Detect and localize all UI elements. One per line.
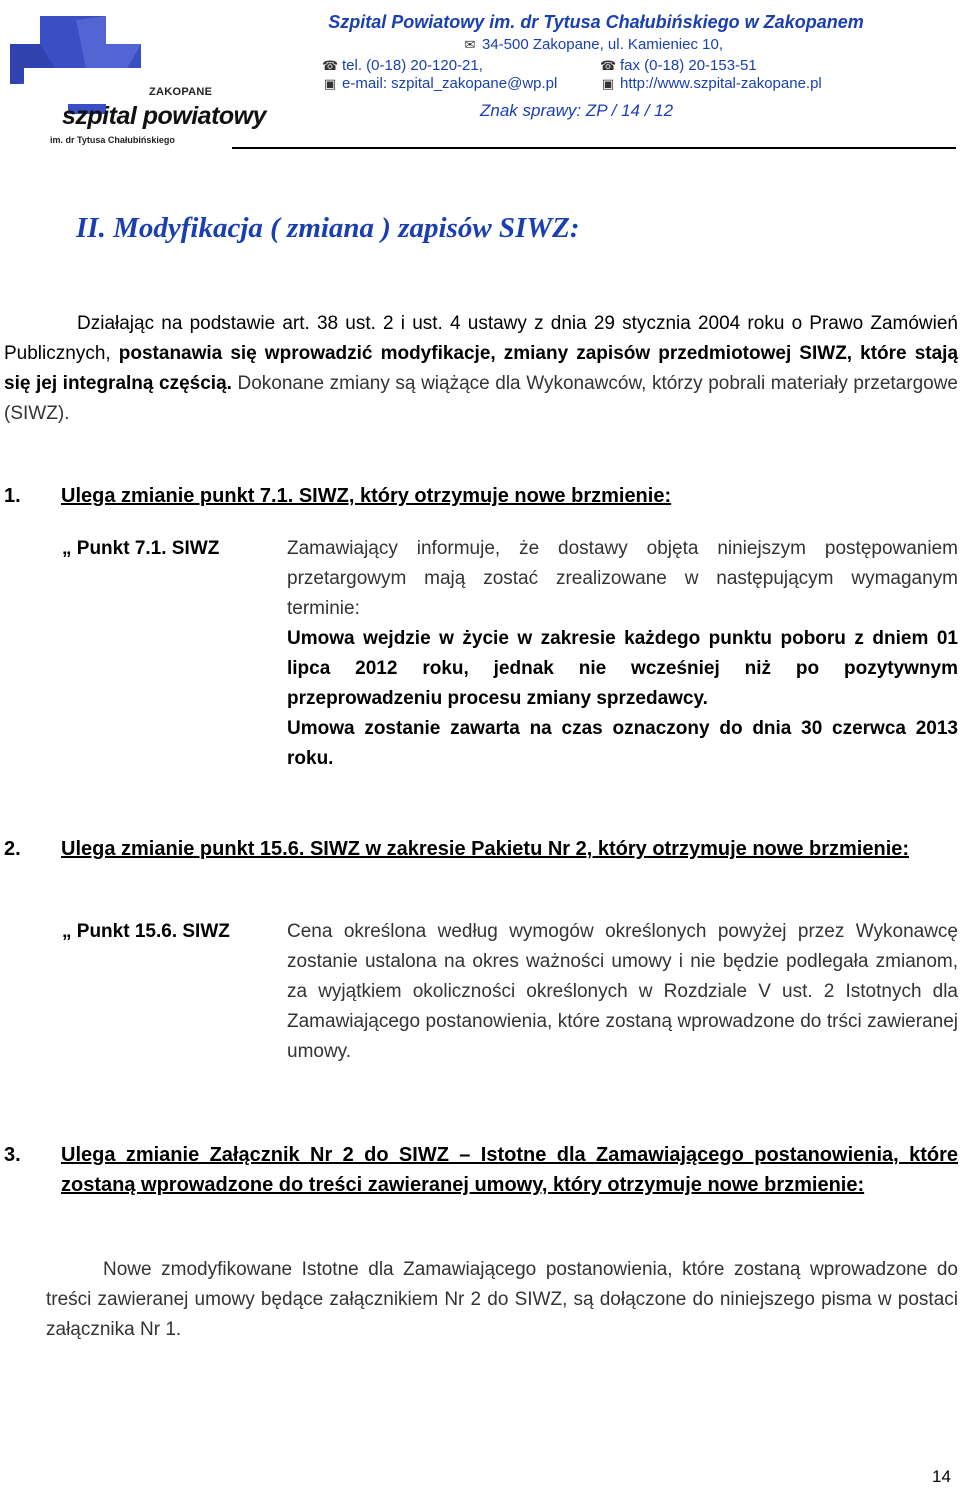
item-1-text-bold1: Umowa wejdzie w życie w zakresie każdego punktu poboru z dniem 01 lipca 2012 roku, jednak nie wcześniej niż po pozytywnym przeprowadzeniu procesu zmiany sprzedawcy. (287, 628, 958, 709)
address-line (462, 36, 723, 53)
intro-paragraph (4, 309, 958, 429)
section-title: II. Modyfikacja ( zmiana ) zapisów SIWZ: (76, 212, 580, 244)
item-1-heading (4, 481, 958, 511)
item-2-number: 2. (4, 838, 21, 860)
item-3-closing-paragraph (46, 1255, 958, 1345)
computer-icon: ▣ (323, 76, 337, 91)
intro-part2: postanawia się wprowadzić modyfikacje, zmiany zapisów przedmiotowej SIWZ, które stają się jej integralną częścią. (4, 343, 959, 394)
fax-text: fax (0-18) 20-153-51 (620, 57, 757, 74)
logo-brand: szpital powiatowy (62, 102, 267, 130)
case-number: Znak sprawy: ZP / 14 / 12 (480, 101, 674, 120)
envelope-icon: ✉ (464, 37, 476, 52)
computer-icon: ▣ (601, 76, 615, 91)
website-line (600, 75, 822, 92)
item-1-number: 1. (4, 485, 21, 507)
address-text: 34-500 Zakopane, ul. Kamieniec 10, (482, 36, 723, 53)
item-2-point-text (287, 917, 958, 1067)
item-1-text-normal: Zamawiający informuje, że dostawy objęta niniejszym postępowaniem przetargowym mają zostać zrealizowane w następującym wymaganym terminie: (287, 538, 958, 619)
item-2-text-normal: Cena określona według wymogów określonych powyżej przez Wykonawcę zostanie ustalona na okres ważności umowy i nie będzie podlegała zmianom, za wyjątkiem okoliczności określonych w Rozdziale V ust. 2 Istotnych dla Zamawiającego postanowienia, które zostaną wprowadzone do trści zawieranej umowy. (287, 921, 958, 1062)
page-number: 14 (932, 1467, 951, 1486)
item-1-point-text (287, 534, 958, 774)
logo-subtitle: im. dr Tytusa Chałubińskiego (50, 135, 175, 145)
email-link[interactable]: e-mail: szpital_zakopane@wp.pl (342, 75, 558, 92)
item-2-heading-text: Ulega zmianie punkt 15.6. SIWZ w zakresie Pakietu Nr 2, który otrzymuje nowe brzmienie: (61, 838, 910, 860)
intro-part3: Dokonane zmiany są wiążące dla Wykonawców, którzy pobrali materiały przetargowe (SIWZ). (4, 373, 958, 424)
header-divider (232, 147, 956, 149)
fax-icon: ☎ (600, 58, 617, 73)
hospital-name: Szpital Powiatowy im. dr Tytusa Chałubińskiego w Zakopanem (328, 12, 864, 32)
website-link[interactable]: http://www.szpital-zakopane.pl (620, 75, 822, 92)
item-3-heading (4, 1140, 958, 1200)
phone-line (322, 57, 483, 74)
hospital-logo (6, 10, 267, 145)
email-line (322, 75, 557, 92)
logo-town: ZAKOPANE (149, 86, 213, 98)
item-3-heading-text: Ulega zmianie Załącznik Nr 2 do SIWZ – Istotne dla Zamawiającego postanowienia, które zostaną wprowadzone do treści zawieranej umowy, który otrzymuje nowe brzmienie: (61, 1144, 958, 1196)
item-1-point-label: „ Punkt 7.1. SIWZ (62, 538, 220, 559)
item-3-number: 3. (4, 1144, 21, 1166)
fax-line (600, 57, 757, 74)
phone-text: tel. (0-18) 20-120-21, (342, 57, 483, 74)
item-1-text-bold2: Umowa zostanie zawarta na czas oznaczony do dnia 30 czerwca 2013 roku. (287, 718, 958, 769)
phone-icon: ☎ (322, 58, 339, 73)
item-3-closing-text: Nowe zmodyfikowane Istotne dla Zamawiającego postanowienia, które zostaną wprowadzone do treści zawieranej umowy będące załącznikiem Nr 2 do SIWZ, są dołączone do niniejszego pisma w postaci załącznika Nr 1. (46, 1259, 958, 1340)
intro-part1: Działając na podstawie art. 38 ust. 2 i ust. 4 ustawy z dnia 29 stycznia 2004 roku o Prawo Zamówień Publicznych, (4, 313, 958, 364)
item-1-heading-text: Ulega zmianie punkt 7.1. SIWZ, który otrzymuje nowe brzmienie: (61, 485, 672, 507)
item-2-point-label: „ Punkt 15.6. SIWZ (62, 921, 230, 942)
item-2-heading (4, 834, 958, 864)
